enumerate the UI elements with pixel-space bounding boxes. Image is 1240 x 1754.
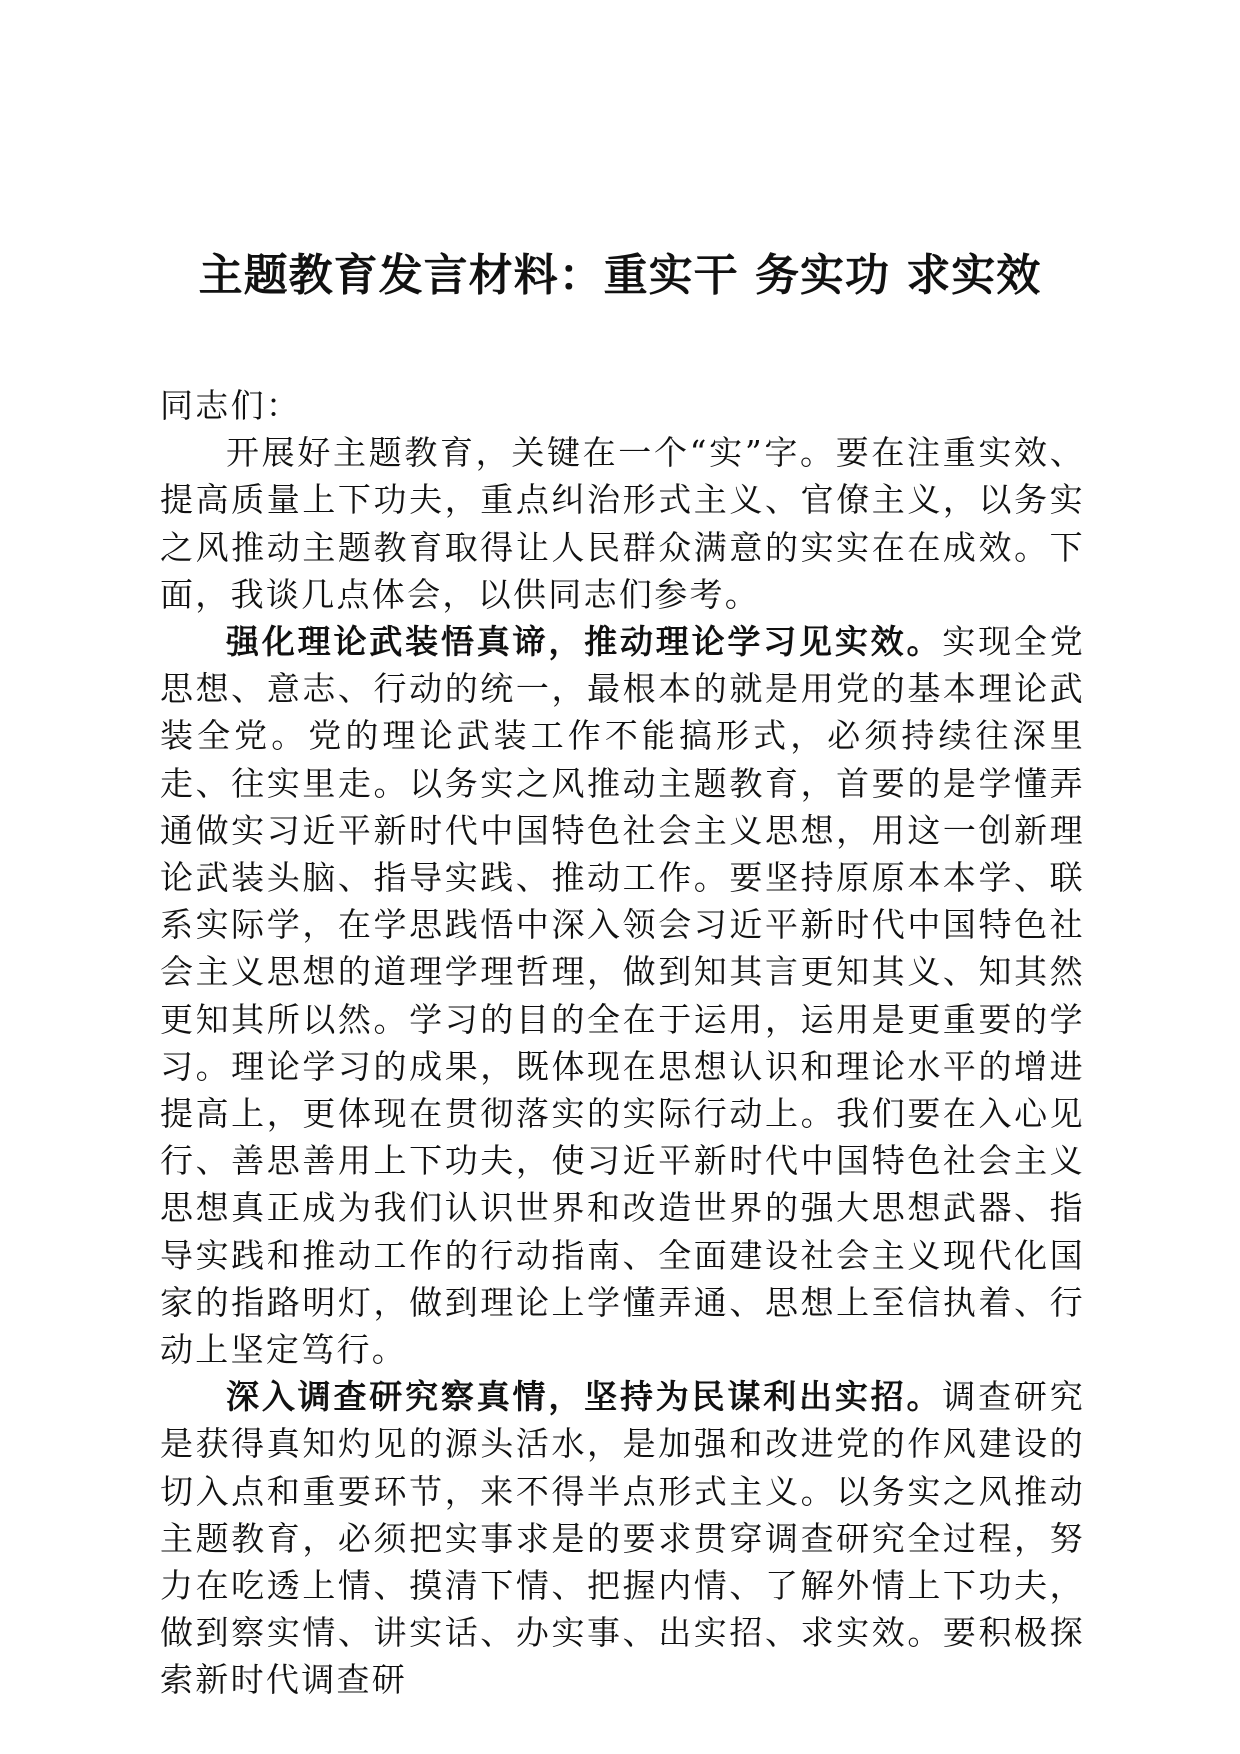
greeting: 同志们：	[160, 386, 302, 425]
section-text: 实现全党思想、意志、行动的统一，最根本的就是用党的基本理论武装全党。党的理论武装工作不能搞形式，必须持续往深里走、往实里走。以务实之风推动主题教育，首要的是学懂弄通做实习近平新时代中国特色社会主义思想，用这一创新理论武装头脑、指导实践、推动工作。要坚持原原本本学、联系实际学，在学思践悟中深入领会习近平新时代中国特色社会主义思想的道理学理哲理，做到知其言更知其义、知其然更知其所以然。学习的目的全在于运用，运用是更重要的学习。理论学习的成果，既体现在思想认识和理论水平的增进提高上，更体现在贯彻落实的实际行动上。我们要在入心见行、善思善用上下功夫，使习近平新时代中国特色社会主义思想真正成为我们认识世界和改造世界的强大思想武器、指导实践和推动工作的行动指南、全面建设社会主义现代化国家的指路明灯，做到理论上学懂弄通、思想上至信执着、行动上坚定笃行。	[160, 622, 1086, 1370]
section-heading: 深入调查研究察真情，坚持为民谋利出实招。	[226, 1377, 943, 1417]
document-title: 主题教育发言材料：重实干 务实功 求实效	[198, 250, 1042, 301]
document-body	[160, 382, 1085, 1704]
section-paragraph	[160, 618, 1085, 1373]
section-paragraph	[160, 1373, 1085, 1703]
section-text: 调查研究是获得真知灼见的源头活水，是加强和改进党的作风建设的切入点和重要环节，来不得半点形式主义。以务实之风推动主题教育，必须把实事求是的要求贯穿调查研究全过程，努力在吃透上情、摸清下情、把握内情、了解外情上下功夫，做到察实情、讲实话、办实事、出实招、求实效。要积极探索新时代调查研	[160, 1377, 1086, 1700]
intro-paragraph: 开展好主题教育，关键在一个“实”字。要在注重实效、提高质量上下功夫，重点纠治形式主义、官僚主义，以务实之风推动主题教育取得让人民群众满意的实实在在成效。下面，我谈几点体会，以供同志们参考。	[160, 433, 1085, 614]
section-heading: 强化理论武装悟真谛，推动理论学习见实效。	[226, 622, 943, 662]
